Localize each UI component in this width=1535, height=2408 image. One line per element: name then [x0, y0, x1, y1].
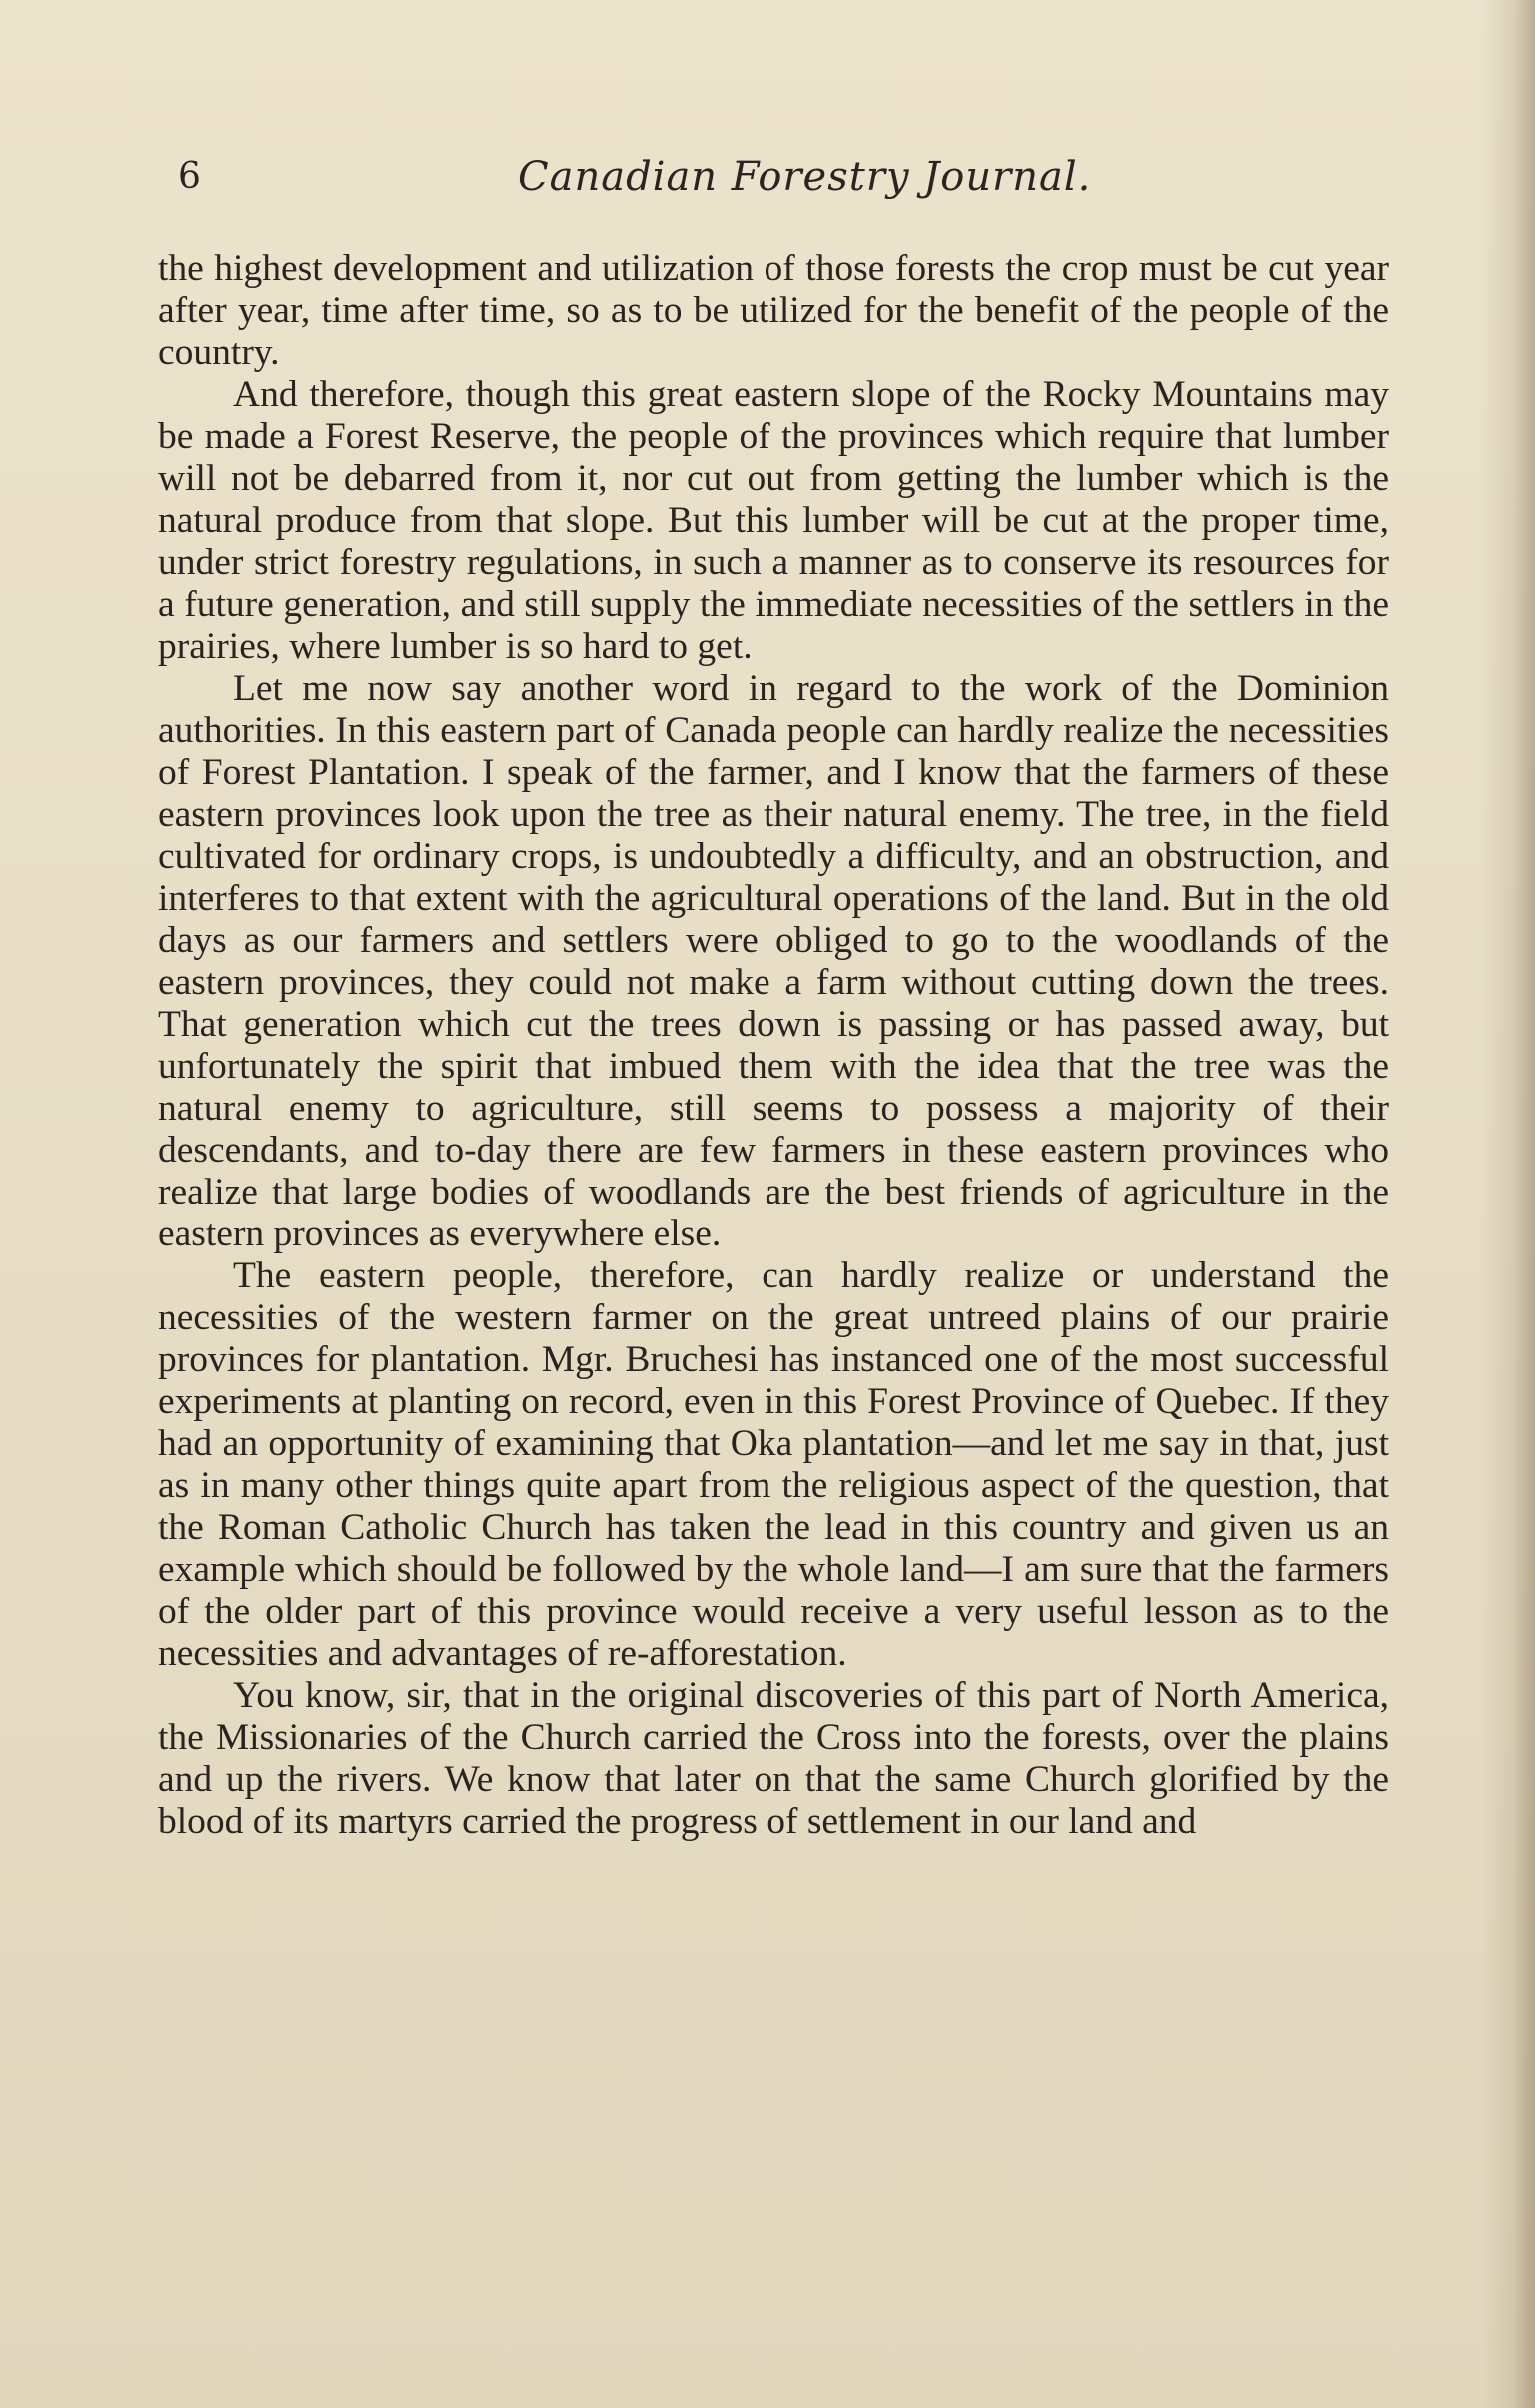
paragraph: The eastern people, therefore, can hardly realize or understand the necessities of the western farmer on the great untreed plains of our prairie provinces for plantation. Mgr. Bruchesi has instanced one of the most successful experiments at planting on record, even in this Forest Province of Quebec. If they had an opportunity of examining that Oka plantation—and let me say in that, just as in many other things quite apart from the religious aspect of the question, that the Roman Catholic Church has taken the lead in this country and given us an example which should be followed by the whole land—I am sure that the farmers of the older part of this province would receive a very useful lesson as to the necessities and advantages of re-afforestation.	[158, 1255, 1389, 1674]
running-title: Canadian Forestry Journal.	[518, 154, 1092, 200]
running-header	[170, 150, 1409, 220]
page-number: 6	[178, 156, 201, 197]
page-edge-shadow	[1480, 0, 1535, 2408]
paragraph: You know, sir, that in the original discoveries of this part of North America, the Missionaries of the Church carried the Cross into the forests, over the plains and up the rivers. We know that later on that the same Church glorified by the blood of its martyrs carried the progress of settlement in our land and	[158, 1675, 1389, 1842]
paragraph: the highest development and utilization of those forests the crop must be cut year after year, time after time, so as to be utilized for the benefit of the people of the country.	[158, 248, 1389, 373]
paragraph: And therefore, though this great eastern slope of the Rocky Mountains may be made a Forest Reserve, the people of the provinces which require that lumber will not be debarred from it, nor cut out from getting the lumber which is the natural produce from that slope. But this lumber will be cut at the proper time, under strict forestry regulations, in such a manner as to conserve its resources for a future generation, and still supply the immediate necessities of the settlers in the prairies, where lumber is so hard to get.	[158, 374, 1389, 667]
paragraph: Let me now say another word in regard to the work of the Dominion authorities. In this eastern part of Canada people can hardly realize the necessities of Forest Plantation. I speak of the farmer, and I know that the farmers of these eastern provinces look upon the tree as their natural enemy. The tree, in the field cultivated for ordinary crops, is undoubtedly a difficulty, and an obstruction, and interferes to that extent with the agricultural operations of the land. But in the old days as our farmers and settlers were obliged to go to the woodlands of the eastern provinces, they could not make a farm without cutting down the trees. That generation which cut the trees down is passing or has passed away, but unfortunately the spirit that imbued them with the idea that the tree was the natural enemy to agriculture, still seems to possess a majority of their descendants, and to-day there are few farmers in these eastern provinces who realize that large bodies of woodlands are the best friends of agriculture in the eastern provinces as everywhere else.	[158, 668, 1389, 1254]
article-body	[158, 248, 1389, 1843]
